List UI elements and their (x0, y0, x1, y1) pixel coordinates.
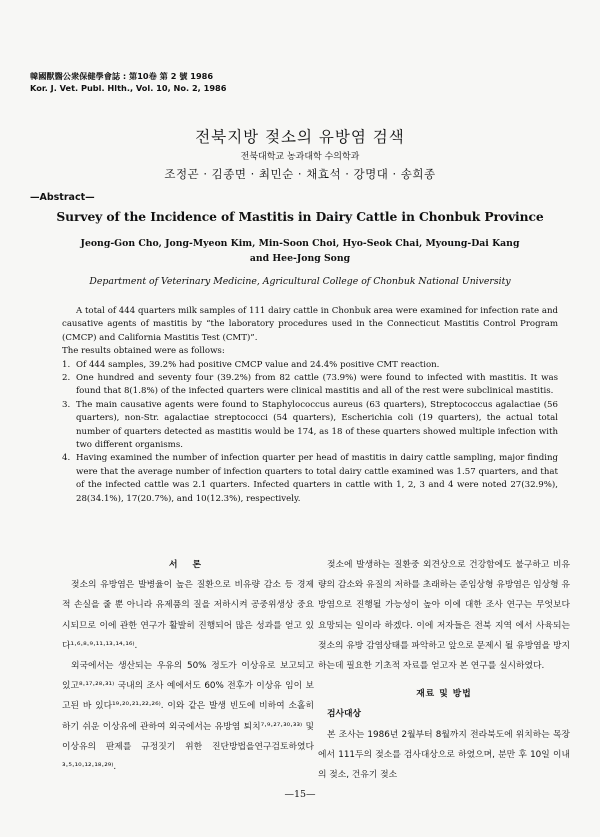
english-department: Department of Veterinary Medicine, Agricultural College of Chonbuk National University (89, 276, 511, 287)
abstract-body (62, 305, 558, 506)
subjects-subheading: 검사대상 (327, 709, 361, 720)
abstract-heading: —Abstract— (30, 192, 95, 203)
journal-line-korean: 韓國獸醫公衆保健學會誌 : 第10卷 第 2 號 1986 (30, 71, 214, 81)
result-item (62, 452, 558, 506)
page-number: —15— (284, 789, 316, 800)
result-text: The main causative agents were found to Staphylococcus aureus (63 quarters), Streptococcus agalactiae (56 quarters), non-Str. agalactiae streptococci (54 quarters), Escherichia coli (19 quarters), the actual total number of quarters detected as mastitis would be 174, as 18 of these quarters showed multiple infection with two different organisms. (76, 399, 558, 451)
journal-header (30, 70, 226, 94)
result-text: Of 444 samples, 39.2% had positive CMCP value and 24.4% positive CMT reaction. (76, 359, 440, 370)
result-item (62, 359, 558, 372)
result-number: 3. (62, 399, 71, 410)
journal-line-english: Kor. J. Vet. Publ. Hlth., Vol. 10, No. 2, 1986 (30, 83, 227, 93)
english-authors-line-2: and Hee-Jong Song (249, 253, 351, 264)
korean-affiliation: 전북대학교 농과대학 수의학과 (240, 152, 360, 162)
methods-heading: 재료 및 방법 (416, 689, 472, 700)
english-authors-line-1: Jeong-Gon Cho, Jong-Myeon Kim, Min-Soon Choi, Hyo-Seok Chai, Myoung-Dai Kang (80, 238, 520, 249)
abstract-results-intro: The results obtained were as follows: (62, 346, 225, 357)
abstract-intro: A total of 444 quarters milk samples of 111 dairy cattle in Chonbuk area were examined for infection rate and causative agents of mastitis by “the laboratory procedures used in the Connecticut Mastitis Control Program (CMCP) and California Mastitis Test (CMT)”. (62, 306, 558, 343)
right-column (318, 555, 570, 785)
result-text: Having examined the number of infection quarter per head of mastitis in dairy cattle sampling, major finding were that the average number of infection quarters to total dairy cattle examined was 1.57 quarters, and that of the infected cattle was 2.1 quarters. Infected quarters in cattle with 1, 2, 3 and 4 were noted 27(32.9%), 28(34.1%), 17(20.7%), and 10(12.3%), respectively. (76, 453, 558, 504)
methods-paragraph-1: 본 조사는 1986년 2월부터 8월까지 전라북도에 위치하는 목장에서 111두의 젖소를 검사대상으로 하였으며, 분만 후 10일 이내의 젖소, 건유기 젖소 (318, 729, 570, 781)
result-number: 4. (62, 453, 71, 464)
english-title: Survey of the Incidence of Mastitis in Dairy Cattle in Chonbuk Province (56, 209, 544, 224)
introduction-paragraph-1: 젖소의 유방염은 발병율이 높은 질환으로 비유량 감소 등 경제적 손실을 줄 뿐 아니라 유제품의 질을 저하시켜 공중위생상 중요시되므로 이에 관한 연구가 활발히 진행되어 많은 성과를 얻고 있다¹·⁶·⁸·⁹·¹¹·¹³·¹⁴·¹⁶⁾. (62, 580, 314, 651)
english-authors (40, 236, 560, 266)
korean-title: 전북지방 젖소의 유방염 검색 (195, 128, 405, 146)
result-item (62, 399, 558, 453)
introduction-paragraph-2: 외국에서는 생산되는 우유의 50% 정도가 이상유로 보고되고 있고⁸·¹⁷·²⁸·³¹⁾ 국내의 조사 예에서도 60% 전후가 이상유 임이 보고된 바 있다¹⁹·²⁰·²¹·²²·²⁶⁾. 이와 같은 발생 빈도에 비하여 소홀히 하기 쉬운 이상유에 관하여 외국에서는 유방염 퇴치⁷·⁹·²⁷·³⁰·³³⁾ 및 이상유의 판제를 규정짓기 위한 진단방법을연구검토하였다³·⁵·¹⁰·¹²·¹⁸·²⁹⁾. (62, 661, 314, 773)
left-column (62, 555, 314, 777)
result-text: One hundred and seventy four (39.2%) from 82 cattle (73.9%) were found to infected with mastitis. It was found that 8(1.8%) of the infected quarters were clinical mastitis and all of the rest were subclinical mastitis. (76, 373, 558, 397)
result-item (62, 372, 558, 399)
result-number: 2. (62, 373, 71, 384)
introduction-paragraph-3: 젖소에 발생하는 질환중 외견상으로 건강함에도 불구하고 비유량의 감소와 유질의 저하를 초래하는 준임상형 유방염은 임상형 유방염으로 진행될 가능성이 높아 이에 대한 조사 연구는 무엇보다 요망되는 일이라 하겠다. 이에 저자들은 전북 지역 에서 사육되는 젖소의 유방 감염상태를 파악하고 앞으로 문제시 될 유방염을 방지하는데 필요한 기초적 자료를 얻고자 본 연구를 실시하였다. (318, 560, 570, 672)
result-number: 1. (62, 359, 71, 370)
introduction-heading: 서 론 (168, 560, 208, 570)
results-list (62, 359, 558, 506)
korean-authors: 조정곤 · 김종면 · 최민순 · 채효석 · 강명대 · 송희종 (164, 167, 436, 181)
